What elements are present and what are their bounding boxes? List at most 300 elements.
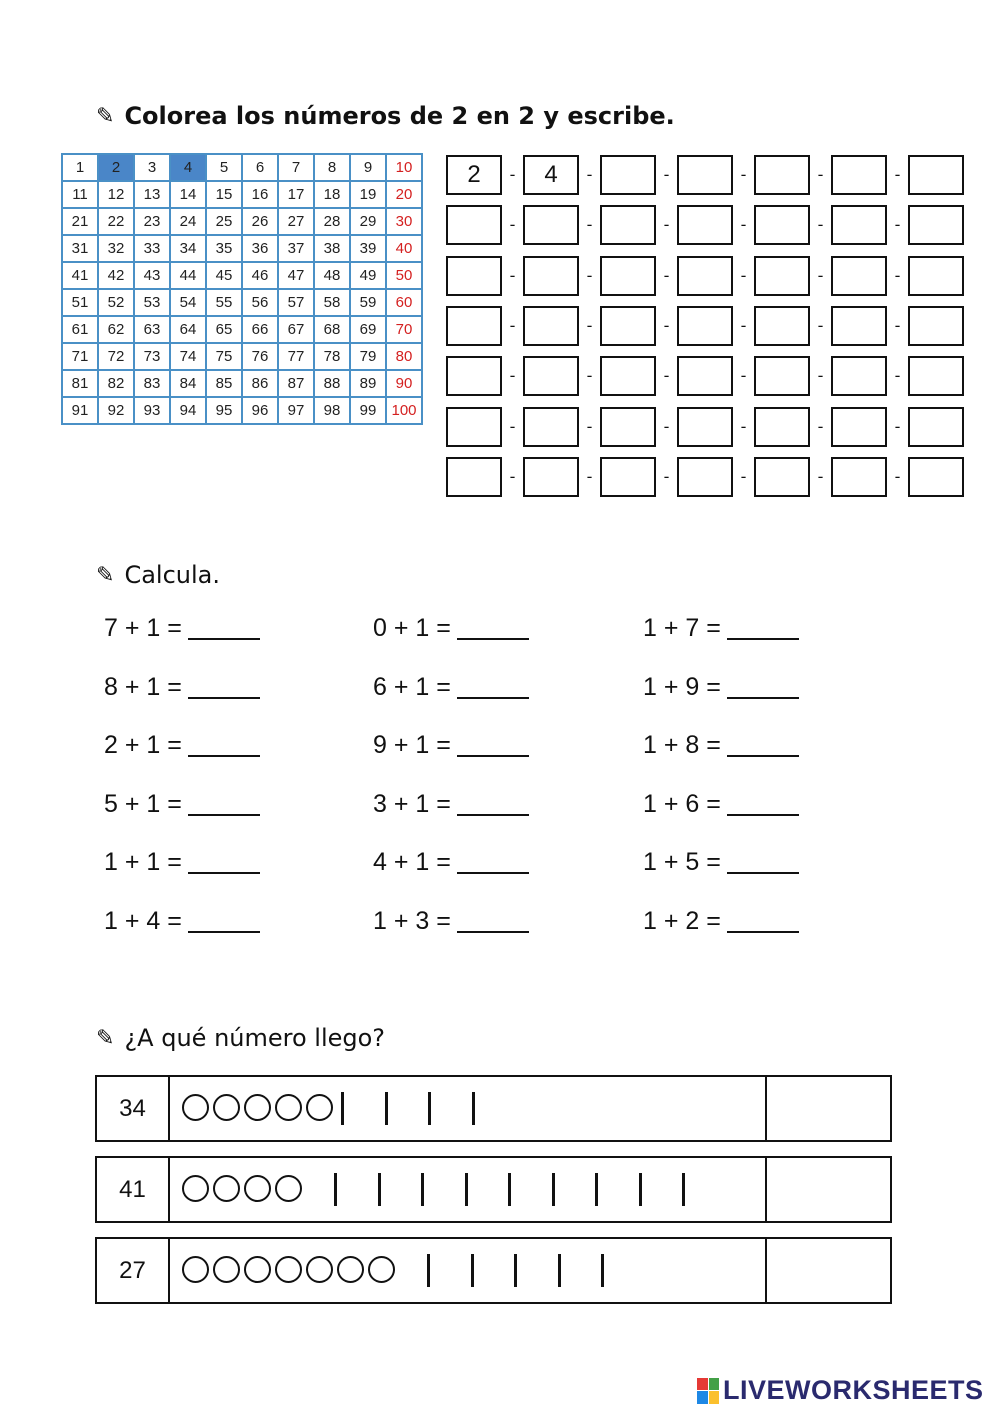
answer-blank[interactable]	[457, 696, 529, 699]
chart-cell-43[interactable]: 43	[134, 262, 170, 289]
ten-circle-icon	[275, 1256, 302, 1283]
chart-cell-29[interactable]: 29	[350, 208, 386, 235]
answer-box[interactable]	[831, 205, 887, 245]
one-stick-icon	[552, 1173, 555, 1206]
sum-item	[373, 673, 529, 702]
answer-blank[interactable]	[457, 930, 529, 933]
chart-cell-83[interactable]: 83	[134, 370, 170, 397]
dash-separator: -	[740, 165, 747, 185]
chart-cell-14[interactable]: 14	[170, 181, 206, 208]
answer-box[interactable]	[446, 457, 502, 497]
ten-circle-icon	[213, 1256, 240, 1283]
sum-expression: 6 + 1 =	[373, 672, 451, 701]
answer-box[interactable]	[754, 306, 810, 346]
chart-cell-82[interactable]: 82	[98, 370, 134, 397]
chart-cell-58[interactable]: 58	[314, 289, 350, 316]
chart-cell-57[interactable]: 57	[278, 289, 314, 316]
dash-separator: -	[894, 416, 901, 436]
chart-cell-17[interactable]: 17	[278, 181, 314, 208]
sum-expression: 1 + 8 =	[643, 731, 721, 760]
chart-cell-68[interactable]: 68	[314, 316, 350, 343]
answer-box[interactable]	[908, 256, 964, 296]
dash-separator: -	[817, 165, 824, 185]
chart-cell-77[interactable]: 77	[278, 343, 314, 370]
chart-cell-50[interactable]: 50	[386, 262, 422, 289]
chart-cell-8[interactable]: 8	[314, 154, 350, 181]
sum-expression: 1 + 2 =	[643, 907, 721, 935]
dash-separator: -	[509, 215, 516, 235]
chart-cell-84[interactable]: 84	[170, 370, 206, 397]
one-stick-icon	[595, 1173, 598, 1206]
sum-item	[104, 848, 260, 877]
one-stick-icon	[601, 1254, 604, 1287]
ten-circle-icon	[275, 1094, 302, 1121]
chart-cell-72[interactable]: 72	[98, 343, 134, 370]
answer-box[interactable]	[446, 407, 502, 447]
answer-box[interactable]	[600, 256, 656, 296]
sum-item	[373, 614, 529, 643]
dash-separator: -	[740, 416, 747, 436]
answer-blank[interactable]	[188, 871, 260, 874]
answer-blank[interactable]	[727, 754, 799, 757]
answer-box[interactable]	[600, 306, 656, 346]
chart-row	[62, 289, 422, 316]
chart-cell-45[interactable]: 45	[206, 262, 242, 289]
chart-cell-66[interactable]: 66	[242, 316, 278, 343]
chart-cell-96[interactable]: 96	[242, 397, 278, 424]
answer-blank[interactable]	[457, 871, 529, 874]
one-stick-icon	[385, 1092, 388, 1125]
sum-item	[643, 673, 799, 702]
chart-cell-94[interactable]: 94	[170, 397, 206, 424]
chart-cell-18[interactable]: 18	[314, 181, 350, 208]
chart-cell-65[interactable]: 65	[206, 316, 242, 343]
counting-row	[95, 1237, 892, 1304]
answer-blank[interactable]	[457, 637, 529, 640]
answer-blank[interactable]	[188, 930, 260, 933]
answer-box[interactable]	[446, 256, 502, 296]
ten-circle-icon	[337, 1256, 364, 1283]
answer-box-grid	[446, 150, 964, 502]
chart-cell-10[interactable]: 10	[386, 154, 422, 181]
chart-cell-36[interactable]: 36	[242, 235, 278, 262]
sum-item	[643, 614, 799, 643]
chart-cell-100[interactable]: 100	[386, 397, 422, 424]
chart-cell-4[interactable]: 4	[170, 154, 206, 181]
chart-cell-25[interactable]: 25	[206, 208, 242, 235]
chart-cell-89[interactable]: 89	[350, 370, 386, 397]
dash-separator: -	[663, 466, 670, 486]
ten-circle-icon	[182, 1175, 209, 1202]
answer-box[interactable]	[677, 155, 733, 195]
answer-box[interactable]	[523, 306, 579, 346]
tens-ones-drawing	[170, 1077, 767, 1140]
dash-separator: -	[509, 466, 516, 486]
chart-cell-52[interactable]: 52	[98, 289, 134, 316]
answer-box[interactable]	[523, 256, 579, 296]
chart-cell-31[interactable]: 31	[62, 235, 98, 262]
chart-cell-85[interactable]: 85	[206, 370, 242, 397]
chart-cell-26[interactable]: 26	[242, 208, 278, 235]
answer-box[interactable]	[523, 457, 579, 497]
dash-separator: -	[509, 416, 516, 436]
answer-box[interactable]	[600, 155, 656, 195]
answer-row	[446, 351, 964, 401]
chart-cell-41[interactable]: 41	[62, 262, 98, 289]
one-stick-icon	[427, 1254, 430, 1287]
dash-separator: -	[740, 215, 747, 235]
answer-blank[interactable]	[457, 754, 529, 757]
chart-cell-62[interactable]: 62	[98, 316, 134, 343]
chart-cell-40[interactable]: 40	[386, 235, 422, 262]
chart-cell-93[interactable]: 93	[134, 397, 170, 424]
chart-cell-71[interactable]: 71	[62, 343, 98, 370]
chart-cell-44[interactable]: 44	[170, 262, 206, 289]
chart-cell-69[interactable]: 69	[350, 316, 386, 343]
answer-box[interactable]	[831, 155, 887, 195]
answer-row	[446, 200, 964, 250]
answer-box[interactable]	[523, 356, 579, 396]
logo-square	[709, 1391, 720, 1404]
chart-cell-30[interactable]: 30	[386, 208, 422, 235]
answer-box[interactable]	[677, 256, 733, 296]
answer-blank[interactable]	[727, 696, 799, 699]
chart-cell-79[interactable]: 79	[350, 343, 386, 370]
answer-blank[interactable]	[457, 813, 529, 816]
answer-box[interactable]	[831, 356, 887, 396]
dash-separator: -	[740, 466, 747, 486]
result-box[interactable]	[767, 1077, 890, 1140]
answer-box[interactable]	[754, 205, 810, 245]
answer-box[interactable]	[831, 457, 887, 497]
sum-expression: 4 + 1 =	[373, 848, 451, 877]
chart-cell-80[interactable]: 80	[386, 343, 422, 370]
sum-expression: 2 + 1 =	[104, 731, 182, 760]
ten-circle-icon	[244, 1256, 271, 1283]
chart-cell-48[interactable]: 48	[314, 262, 350, 289]
counting-row	[95, 1156, 892, 1223]
one-stick-icon	[465, 1173, 468, 1206]
dash-separator: -	[663, 366, 670, 386]
answer-box[interactable]	[446, 306, 502, 346]
logo-text: LIVEWORKSHEETS	[723, 1375, 984, 1405]
chart-cell-97[interactable]: 97	[278, 397, 314, 424]
sum-expression: 9 + 1 =	[373, 731, 451, 760]
chart-cell-87[interactable]: 87	[278, 370, 314, 397]
chart-cell-60[interactable]: 60	[386, 289, 422, 316]
chart-cell-81[interactable]: 81	[62, 370, 98, 397]
answer-blank[interactable]	[727, 813, 799, 816]
chart-cell-13[interactable]: 13	[134, 181, 170, 208]
sum-item	[373, 790, 529, 819]
chart-cell-32[interactable]: 32	[98, 235, 134, 262]
chart-cell-61[interactable]: 61	[62, 316, 98, 343]
chart-cell-5[interactable]: 5	[206, 154, 242, 181]
logo-mark-icon	[697, 1378, 719, 1404]
answer-box[interactable]: 2	[446, 155, 502, 195]
one-stick-icon	[421, 1173, 424, 1206]
dash-separator: -	[894, 366, 901, 386]
chart-cell-21[interactable]: 21	[62, 208, 98, 235]
answer-row	[446, 452, 964, 502]
pencil-icon: ✎	[96, 1025, 115, 1051]
chart-cell-46[interactable]: 46	[242, 262, 278, 289]
answer-box[interactable]	[831, 407, 887, 447]
dash-separator: -	[894, 165, 901, 185]
answer-box[interactable]	[677, 356, 733, 396]
answer-box[interactable]	[600, 356, 656, 396]
dash-separator: -	[894, 265, 901, 285]
sum-expression: 1 + 6 =	[643, 789, 721, 818]
dash-separator: -	[817, 316, 824, 336]
start-number: 34	[97, 1077, 170, 1140]
answer-box[interactable]	[831, 306, 887, 346]
answer-box[interactable]	[446, 205, 502, 245]
chart-cell-12[interactable]: 12	[98, 181, 134, 208]
answer-box[interactable]	[677, 407, 733, 447]
chart-cell-3[interactable]: 3	[134, 154, 170, 181]
chart-cell-73[interactable]: 73	[134, 343, 170, 370]
one-stick-icon	[471, 1254, 474, 1287]
result-box[interactable]	[767, 1239, 890, 1302]
dash-separator: -	[663, 416, 670, 436]
logo-square	[697, 1391, 708, 1404]
dash-separator: -	[817, 265, 824, 285]
sum-item	[643, 848, 799, 877]
start-number: 41	[97, 1158, 170, 1221]
chart-row	[62, 208, 422, 235]
chart-row	[62, 316, 422, 343]
dash-separator: -	[509, 265, 516, 285]
dash-separator: -	[817, 416, 824, 436]
chart-cell-23[interactable]: 23	[134, 208, 170, 235]
sum-expression: 1 + 4 =	[104, 907, 182, 935]
section-1-title: Colorea los números de 2 en 2 y escribe.	[124, 102, 675, 130]
chart-cell-7[interactable]: 7	[278, 154, 314, 181]
sum-item	[104, 790, 260, 819]
chart-cell-74[interactable]: 74	[170, 343, 206, 370]
chart-cell-75[interactable]: 75	[206, 343, 242, 370]
one-stick-icon	[682, 1173, 685, 1206]
answer-row	[446, 251, 964, 301]
section-2-heading	[96, 561, 220, 589]
dash-separator: -	[509, 366, 516, 386]
chart-cell-34[interactable]: 34	[170, 235, 206, 262]
dash-separator: -	[663, 165, 670, 185]
answer-row	[446, 401, 964, 451]
answer-box[interactable]	[754, 457, 810, 497]
answer-blank[interactable]	[188, 696, 260, 699]
answer-box[interactable]	[908, 306, 964, 346]
chart-cell-11[interactable]: 11	[62, 181, 98, 208]
dash-separator: -	[663, 215, 670, 235]
chart-cell-24[interactable]: 24	[170, 208, 206, 235]
sum-item	[373, 848, 529, 877]
answer-box[interactable]	[523, 407, 579, 447]
result-box[interactable]	[767, 1158, 890, 1221]
one-stick-icon	[514, 1254, 517, 1287]
sum-expression: 5 + 1 =	[104, 789, 182, 818]
answer-box[interactable]	[908, 356, 964, 396]
answer-box[interactable]	[908, 155, 964, 195]
section-3-heading	[96, 1024, 385, 1052]
answer-box[interactable]	[754, 155, 810, 195]
chart-cell-37[interactable]: 37	[278, 235, 314, 262]
chart-cell-16[interactable]: 16	[242, 181, 278, 208]
answer-box[interactable]	[446, 356, 502, 396]
ten-circle-icon	[368, 1256, 395, 1283]
sum-expression: 1 + 7 =	[643, 614, 721, 642]
dash-separator: -	[894, 316, 901, 336]
answer-blank[interactable]	[188, 754, 260, 757]
sum-expression: 3 + 1 =	[373, 789, 451, 818]
chart-cell-54[interactable]: 54	[170, 289, 206, 316]
sum-item	[104, 907, 260, 936]
chart-cell-39[interactable]: 39	[350, 235, 386, 262]
answer-box[interactable]	[754, 356, 810, 396]
ten-circle-icon	[182, 1094, 209, 1121]
section-2-title: Calcula.	[124, 561, 220, 589]
answer-box[interactable]	[754, 407, 810, 447]
dash-separator: -	[663, 316, 670, 336]
chart-row	[62, 235, 422, 262]
chart-cell-90[interactable]: 90	[386, 370, 422, 397]
chart-cell-38[interactable]: 38	[314, 235, 350, 262]
answer-blank[interactable]	[727, 637, 799, 640]
chart-cell-33[interactable]: 33	[134, 235, 170, 262]
chart-cell-15[interactable]: 15	[206, 181, 242, 208]
chart-cell-63[interactable]: 63	[134, 316, 170, 343]
chart-row	[62, 343, 422, 370]
counting-row	[95, 1075, 892, 1142]
answer-blank[interactable]	[188, 813, 260, 816]
chart-cell-19[interactable]: 19	[350, 181, 386, 208]
dash-separator: -	[817, 466, 824, 486]
one-stick-icon	[472, 1092, 475, 1125]
sum-item	[104, 614, 260, 643]
sum-expression: 7 + 1 =	[104, 614, 182, 642]
sum-item	[643, 731, 799, 760]
answer-blank[interactable]	[727, 930, 799, 933]
chart-cell-47[interactable]: 47	[278, 262, 314, 289]
chart-cell-76[interactable]: 76	[242, 343, 278, 370]
answer-row	[446, 301, 964, 351]
one-stick-icon	[334, 1173, 337, 1206]
answer-box[interactable]	[908, 205, 964, 245]
answer-box[interactable]	[600, 407, 656, 447]
answer-box[interactable]	[600, 205, 656, 245]
chart-cell-95[interactable]: 95	[206, 397, 242, 424]
answer-row	[446, 150, 964, 200]
chart-cell-59[interactable]: 59	[350, 289, 386, 316]
chart-cell-78[interactable]: 78	[314, 343, 350, 370]
start-number: 27	[97, 1239, 170, 1302]
chart-row	[62, 397, 422, 424]
pencil-icon: ✎	[96, 103, 115, 129]
dash-separator: -	[663, 265, 670, 285]
sum-expression: 0 + 1 =	[373, 614, 451, 642]
answer-box[interactable]	[523, 205, 579, 245]
one-stick-icon	[558, 1254, 561, 1287]
ten-circle-icon	[244, 1175, 271, 1202]
sum-item	[373, 907, 529, 936]
chart-cell-88[interactable]: 88	[314, 370, 350, 397]
answer-box[interactable]	[677, 457, 733, 497]
chart-cell-67[interactable]: 67	[278, 316, 314, 343]
chart-cell-56[interactable]: 56	[242, 289, 278, 316]
ten-circle-icon	[306, 1256, 333, 1283]
section-3-title: ¿A qué número llego?	[124, 1024, 386, 1052]
chart-cell-20[interactable]: 20	[386, 181, 422, 208]
chart-cell-27[interactable]: 27	[278, 208, 314, 235]
chart-cell-22[interactable]: 22	[98, 208, 134, 235]
sum-expression: 8 + 1 =	[104, 672, 182, 701]
chart-cell-91[interactable]: 91	[62, 397, 98, 424]
dash-separator: -	[894, 215, 901, 235]
chart-cell-1[interactable]: 1	[62, 154, 98, 181]
answer-box[interactable]	[908, 407, 964, 447]
dash-separator: -	[509, 316, 516, 336]
ten-circle-icon	[213, 1175, 240, 1202]
section-1-heading	[96, 102, 675, 130]
answer-box[interactable]: 4	[523, 155, 579, 195]
answer-box[interactable]	[908, 457, 964, 497]
chart-cell-6[interactable]: 6	[242, 154, 278, 181]
answer-box[interactable]	[677, 306, 733, 346]
chart-cell-42[interactable]: 42	[98, 262, 134, 289]
chart-cell-55[interactable]: 55	[206, 289, 242, 316]
chart-cell-98[interactable]: 98	[314, 397, 350, 424]
chart-cell-53[interactable]: 53	[134, 289, 170, 316]
answer-box[interactable]	[754, 256, 810, 296]
dash-separator: -	[586, 215, 593, 235]
chart-cell-92[interactable]: 92	[98, 397, 134, 424]
answer-box[interactable]	[831, 256, 887, 296]
chart-cell-51[interactable]: 51	[62, 289, 98, 316]
sum-expression: 1 + 1 =	[104, 848, 182, 877]
chart-cell-2[interactable]: 2	[98, 154, 134, 181]
ten-circle-icon	[244, 1094, 271, 1121]
hundred-chart	[61, 153, 423, 425]
chart-cell-35[interactable]: 35	[206, 235, 242, 262]
chart-cell-28[interactable]: 28	[314, 208, 350, 235]
chart-cell-86[interactable]: 86	[242, 370, 278, 397]
chart-cell-99[interactable]: 99	[350, 397, 386, 424]
answer-box[interactable]	[677, 205, 733, 245]
dash-separator: -	[586, 265, 593, 285]
dash-separator: -	[586, 416, 593, 436]
chart-row	[62, 154, 422, 181]
answer-blank[interactable]	[188, 637, 260, 640]
answer-box[interactable]	[600, 457, 656, 497]
dash-separator: -	[740, 366, 747, 386]
pencil-icon: ✎	[96, 562, 115, 588]
ten-circle-icon	[275, 1175, 302, 1202]
dash-separator: -	[509, 165, 516, 185]
answer-blank[interactable]	[727, 871, 799, 874]
chart-row	[62, 181, 422, 208]
sum-expression: 1 + 9 =	[643, 672, 721, 701]
chart-cell-49[interactable]: 49	[350, 262, 386, 289]
chart-cell-64[interactable]: 64	[170, 316, 206, 343]
sum-expression: 1 + 5 =	[643, 848, 721, 877]
sum-item	[643, 790, 799, 819]
dash-separator: -	[586, 165, 593, 185]
dash-separator: -	[894, 466, 901, 486]
tens-ones-drawing	[170, 1239, 767, 1302]
chart-cell-9[interactable]: 9	[350, 154, 386, 181]
chart-cell-70[interactable]: 70	[386, 316, 422, 343]
